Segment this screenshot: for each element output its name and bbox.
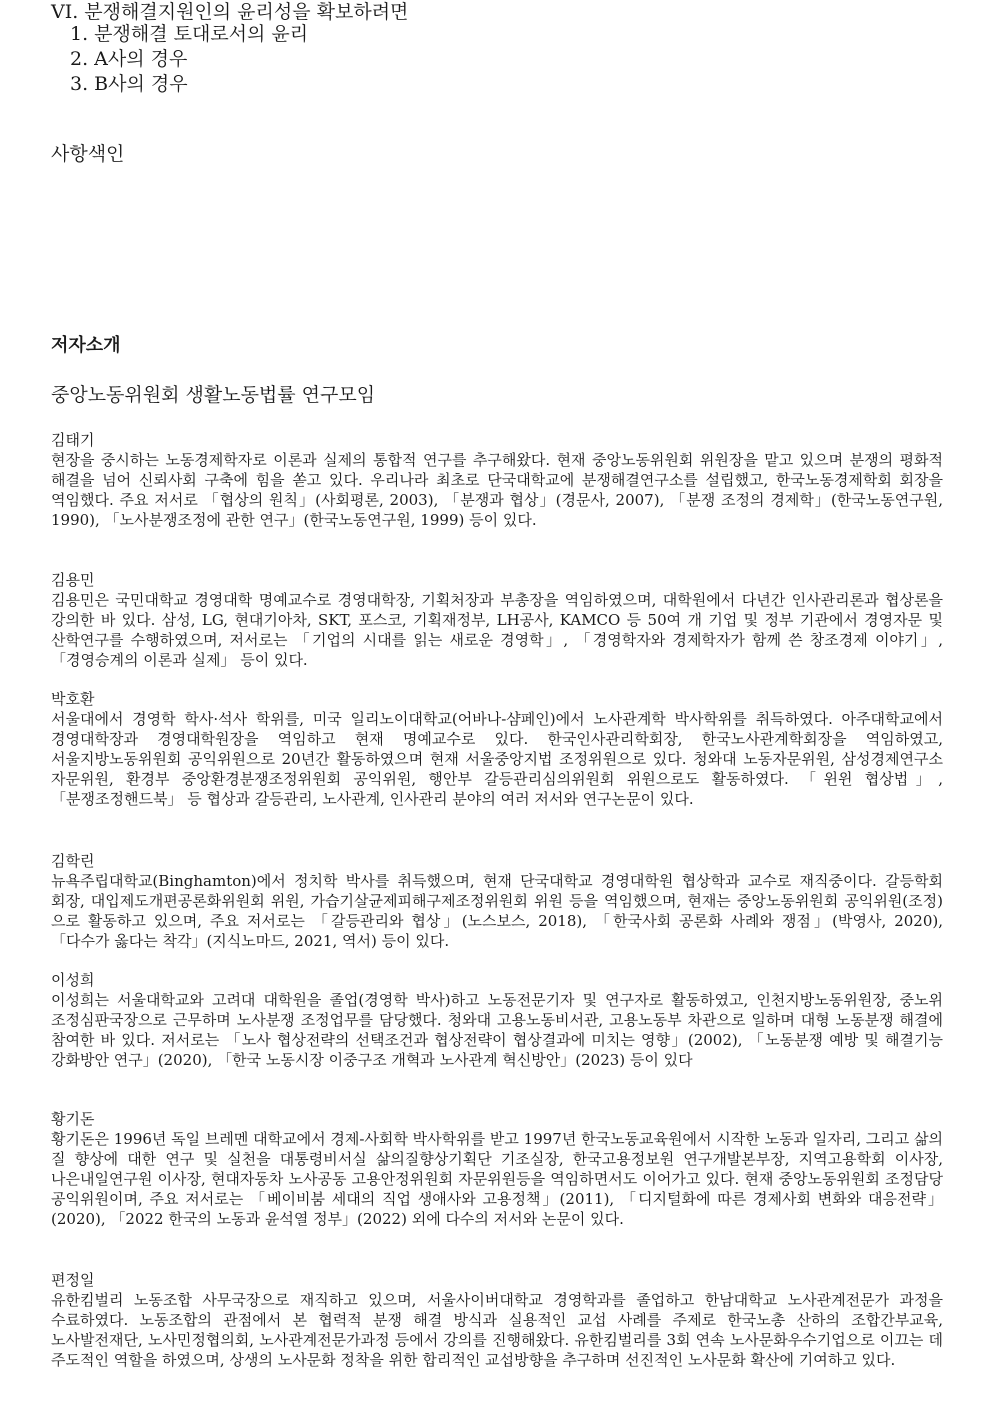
author-name: 김용민	[51, 571, 95, 589]
author-bio	[51, 851, 943, 951]
author-name: 김태기	[51, 431, 95, 449]
author-description: 유한킴벌리 노동조합 사무국장으로 재직하고 있으며, 서울사이버대학교 경영학과를 졸업하고 한남대학교 노사관계전문가 과정을 수료하였다. 노동조합의 관점에서 본 협력적 분쟁 해결 방식과 실용적인 교섭 사례를 주제로 한국노총 산하의 조합간부교육, 노사발전재단, 노사민정협의회, 노사관계전문가과정 등에서 강의를 진행해왔다. 유한킴벌리를 3회 연속 노사문화우수기업으로 이끄는 데 주도적인 역할을 하였으며, 상생의 노사문화 정착을 위한 합리적인 교섭방향을 추구하며 선진적인 노사문화 확산에 기여하고 있다.	[51, 1291, 943, 1369]
author-bio	[51, 970, 943, 1070]
author-description: 황기돈은 1996년 독일 브레멘 대학교에서 경제-사회학 박사학위를 받고 1997년 한국노동교육원에서 시작한 노동과 일자리, 그리고 삶의 질 향상에 대한 연구 및 실천을 대통령비서실 삶의질향상기획단 기조실장, 한국고용정보원 연구개발본부장, 지역고용학회 이사장, 나은내일연구원 이사장, 현대자동차 노사공동 고용안정위원회 자문위원등을 역임하면서도 이어가고 있다. 현재 중앙노동위원회 조정담당 공익위원이며, 주요 저서로는 「베이비붐 세대의 직업 생애사와 고용정책」(2011), 「디지털화에 따른 경제사회 변화와 대응전략」(2020), 「2022 한국의 노동과 윤석열 정부」(2022) 외에 다수의 저서와 논문이 있다.	[51, 1130, 943, 1228]
author-name: 황기돈	[51, 1110, 95, 1128]
author-description: 현장을 중시하는 노동경제학자로 이론과 실제의 통합적 연구를 추구해왔다. 현재 중앙노동위원회 위원장을 맡고 있으며 분쟁의 평화적 해결을 넘어 신뢰사회 구축에 힘을 쏟고 있다. 우리나라 최초로 단국대학교에 분쟁해결연구소를 설립했고, 한국노동경제학회 회장을 역임했다. 주요 저서로 「협상의 원칙」(사회평론, 2003), 「분쟁과 협상」(경문사, 2007), 「분쟁 조정의 경제학」(한국노동연구원, 1990), 「노사분쟁조정에 관한 연구」(한국노동연구원, 1999) 등이 있다.	[51, 451, 943, 529]
authors-heading: 저자소개	[51, 335, 121, 356]
author-description: 서울대에서 경영학 학사·석사 학위를, 미국 일리노이대학교(어바나-샴페인)에서 노사관계학 박사학위를 취득하였다. 아주대학교에서 경영대학장과 경영대학원장을 역임하고 현재 명예교수로 있다. 한국인사관리학회장, 한국노사관계학회장을 역임하였고, 서울지방노동위원회 공익위원으로 20년간 활동하였으며 현재 서울중앙지법 조정위원으로 있다. 청와대 노동자문위원, 삼성경제연구소 자문위원, 환경부 중앙환경분쟁조정위원회 공익위원, 행안부 갈등관리심의위원회 위원으로도 활동하였다. 「윈윈 협상법」, 「분쟁조정핸드북」 등 협상과 갈등관리, 노사관계, 인사관리 분야의 여러 저서와 연구논문이 있다.	[51, 710, 943, 808]
research-group-name: 중앙노동위원회 생활노동법률 연구모임	[51, 384, 376, 406]
author-name: 김학린	[51, 852, 95, 870]
toc-section-2: 2. A사의 경우	[70, 48, 188, 70]
author-name: 박호환	[51, 690, 95, 708]
author-bio	[51, 570, 943, 670]
author-bio	[51, 1270, 943, 1370]
toc-chapter-title: VI. 분쟁해결지원인의 윤리성을 확보하려면	[51, 1, 409, 23]
index-heading: 사항색인	[51, 143, 125, 165]
author-name: 이성희	[51, 971, 95, 989]
author-description: 이성희는 서울대학교와 고려대 대학원을 졸업(경영학 박사)하고 노동전문기자 및 연구자로 활동하였고, 인천지방노동위원장, 중노위 조정심판국장으로 근무하며 노사분쟁 조정업무를 담당했다. 청와대 고용노동비서관, 고용노동부 차관으로 일하며 대형 노동분쟁 해결에 참여한 바 있다. 저서로는 「노사 협상전략의 선택조건과 협상전략이 협상결과에 미치는 영향」(2002), 「노동분쟁 예방 및 해결기능 강화방안 연구」(2020), 「한국 노동시장 이중구조 개혁과 노사관계 혁신방안」(2023) 등이 있다	[51, 991, 943, 1069]
author-description: 뉴욕주립대학교(Binghamton)에서 정치학 박사를 취득했으며, 현재 단국대학교 경영대학원 협상학과 교수로 재직중이다. 갈등학회 회장, 대입제도개편공론화위원회 위원, 가습기살균제피해구제조정위원회 위원 등을 역임했으며, 현재는 중앙노동위원회 공익위원(조정)으로 활동하고 있으며, 주요 저서로는 「갈등관리와 협상」(노스보스, 2018), 「한국사회 공론화 사례와 쟁점」(박영사, 2020), 「다수가 옳다는 착각」(지식노마드, 2021, 역서) 등이 있다.	[51, 872, 943, 950]
author-bio	[51, 1109, 943, 1229]
toc-section-3: 3. B사의 경우	[70, 73, 188, 95]
author-name: 편정일	[51, 1271, 95, 1289]
toc-section-1: 1. 분쟁해결 토대로서의 윤리	[70, 23, 309, 45]
author-bio	[51, 430, 943, 530]
author-bio	[51, 689, 943, 809]
author-description: 김용민은 국민대학교 경영대학 명예교수로 경영대학장, 기획처장과 부총장을 역임하였으며, 대학원에서 다년간 인사관리론과 협상론을 강의한 바 있다. 삼성, LG, 현대기아차, SKT, 포스코, 기획재정부, LH공사, KAMCO 등 50여 개 기업 및 정부 기관에서 경영자문 및 산학연구를 수행하였으며, 저서로는 「기업의 시대를 읽는 새로운 경영학」, 「경영학자와 경제학자가 함께 쓴 창조경제 이야기」, 「경영승계의 이론과 실제」 등이 있다.	[51, 591, 943, 669]
